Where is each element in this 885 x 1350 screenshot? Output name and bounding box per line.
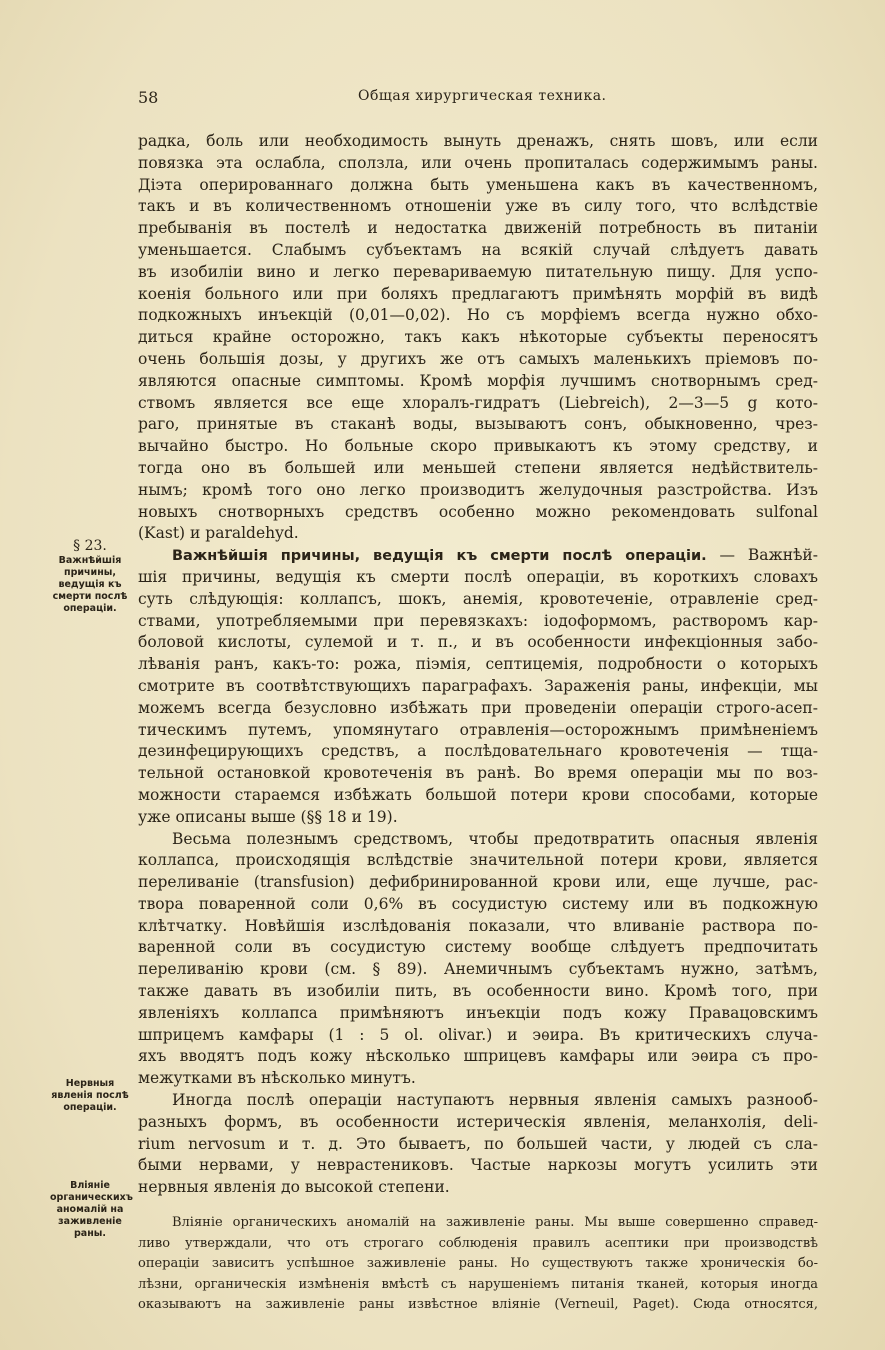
running-title: Общая хирургическая техника. xyxy=(358,88,607,104)
text-line: радка, боль или необходимость вынуть дренажъ, снять шовъ, или если xyxy=(138,132,818,150)
running-head xyxy=(138,88,818,112)
text-line: уже описаны выше (§§ 18 и 19). xyxy=(138,807,398,826)
text-line: Вліяніе органическихъ аномалій на заживленіе раны. Мы выше совершенно справед- xyxy=(172,1215,818,1231)
text-line: тогда оно въ большей или меньшей степени является недѣйствитель- xyxy=(138,458,818,477)
section-number: § 23. xyxy=(73,538,107,554)
text-line: операціи зависитъ успѣшное заживленіе раны. Но существуютъ также хроническія бо- xyxy=(138,1256,818,1272)
text-line: rium nervosum и т. д. Это бываетъ, по большей части, у людей съ сла- xyxy=(138,1134,818,1153)
text-line: пребыванія въ постелѣ и недостатка движеній потребность въ питаніи xyxy=(138,219,818,238)
text-line: лѣзни, органическія измѣненія вмѣстѣ съ нарушеніемъ питанія тканей, которыя иногда xyxy=(138,1276,818,1292)
paragraph-5-small-print xyxy=(138,1213,818,1316)
text-line: являются опасные симптомы. Кромѣ морфія лучшимъ снотворнымъ сред- xyxy=(138,371,818,390)
text-line: шія причины, ведущія къ смерти послѣ операціи, въ короткихъ словахъ xyxy=(138,567,818,586)
text-line: суть слѣдующія: коллапсъ, шокъ, анемія, кровотеченіе, отравленіе сред- xyxy=(138,589,818,608)
text-line: варенной соли въ сосудистую систему вообще слѣдуетъ предпочитать xyxy=(138,938,818,957)
text-line: диться крайне осторожно, такъ какъ нѣкоторые субъекты переносятъ xyxy=(138,328,818,347)
text-line: Весьма полезнымъ средствомъ, чтобы предотвратить опасныя явленія xyxy=(172,829,818,848)
section-heading: Важнѣйшія причины, ведущія къ смерти послѣ операціи. xyxy=(172,548,707,565)
margin-note-text: Нервныя явленія послѣ операціи. xyxy=(51,1078,129,1113)
paragraph-4 xyxy=(138,1090,818,1199)
margin-note-organic xyxy=(50,1180,133,1240)
paragraph-1 xyxy=(138,131,818,545)
section-heading-line xyxy=(138,545,818,567)
text-line: оказываютъ на заживленіе раны извѣстное вліяніе (Verneuil, Paget). Сюда относятся, xyxy=(138,1297,818,1313)
text-line: разныхъ формъ, въ особенности истерическія явленія, меланхолія, deli- xyxy=(138,1112,818,1131)
text-line: новыхъ снотворныхъ средствъ особенно можно рекомендовать sulfonal xyxy=(138,502,818,521)
text-line: вычайно быстро. Но больные скоро привыкаютъ къ этому средству, и xyxy=(138,437,818,456)
text-line: нымъ; кромѣ того оно легко производитъ желудочныя разстройства. Изъ xyxy=(138,480,818,499)
text-line: можности стараемся избѣжать большой потери крови способами, которые xyxy=(138,785,818,804)
text-line: повязка эта ослабла, сползла, или очень пропиталась содержимымъ раны. xyxy=(138,153,818,172)
text-line: такъ и въ количественномъ отношеніи уже въ силу того, что вслѣдствіе xyxy=(138,197,818,216)
text-line: Иногда послѣ операціи наступаютъ нервныя явленія самыхъ разнооб- xyxy=(172,1091,818,1110)
text-fragment: — Важнѣй- xyxy=(706,546,818,565)
text-line: ствомъ является все еще хлоралъ-гидратъ (Liebreich), 2—3—5 g кото- xyxy=(138,393,818,412)
text-line: межутками въ нѣсколько минутъ. xyxy=(138,1069,416,1088)
text-line: тическимъ путемъ, упомянутаго отравленія—осторожнымъ примѣненіемъ xyxy=(138,720,818,739)
text-line: смотрите въ соотвѣтствующихъ параграфахъ. Зараженія раны, инфекціи, мы xyxy=(138,676,818,695)
paragraph-2 xyxy=(138,545,818,828)
text-line: шприцемъ камфары (1 : 5 ol. olivar.) и эѳира. Въ критическихъ случа- xyxy=(138,1025,818,1044)
text-column xyxy=(138,131,818,1316)
text-line: раго, принятые въ стаканѣ воды, вызываютъ сонъ, обыкновенно, чрез- xyxy=(138,415,818,434)
text-line: клѣтчатку. Новѣйшія изслѣдованія показали, что вливаніе раствора по- xyxy=(138,916,818,935)
text-line: переливанію крови (см. § 89). Анемичнымъ субъектамъ нужно, затѣмъ, xyxy=(138,960,818,979)
text-line: также давать въ изобиліи пить, въ особенности вино. Кромѣ того, при xyxy=(138,982,818,1001)
text-line: ливо утверждали, что отъ строгаго соблюденія правилъ асептики при производствѣ xyxy=(138,1235,818,1251)
text-line: въ изобиліи вино и легко перевариваемую питательную пищу. Для успо- xyxy=(138,262,818,281)
text-line: подкожныхъ инъекцій (0,01—0,02). Но съ морфіемъ всегда нужно обхо- xyxy=(138,306,818,325)
text-line: Діэта оперированнаго должна быть уменьшена какъ въ качественномъ, xyxy=(138,175,818,194)
margin-note-text: Вліяніе органическихъ аномалій на заживленіе раны. xyxy=(50,1180,133,1239)
text-line: коенія больного или при боляхъ предлагаютъ примѣнять морфій въ видѣ xyxy=(138,284,818,303)
text-line: ствами, употребляемыми при перевязкахъ: іодоформомъ, растворомъ кар- xyxy=(138,611,818,630)
text-line: коллапса, происходящія вслѣдствіе значительной потери крови, является xyxy=(138,851,818,870)
text-line: яхъ вводятъ подъ кожу нѣсколько шприцевъ камфары или эѳира съ про- xyxy=(138,1047,818,1066)
margin-note-nervous xyxy=(50,1078,130,1114)
margin-note-section-23 xyxy=(50,540,130,615)
text-line: (Kast) и paraldehyd. xyxy=(138,524,299,543)
page-number: 58 xyxy=(138,88,159,107)
text-line: боловой кислоты, сулемой и т. п., и въ особенности инфекціонныя забо- xyxy=(138,633,818,652)
text-line: переливаніе (transfusion) дефибринированной крови или, еще лучше, рас- xyxy=(138,873,818,892)
text-line: очень большія дозы, у другихъ же отъ самыхъ маленькихъ пріемовъ по- xyxy=(138,349,818,368)
text-line: уменьшается. Слабымъ субъектамъ на всякій случай слѣдуетъ давать xyxy=(138,240,818,259)
text-line: тельной остановкой кровотеченія въ ранѣ. Во время операціи мы по воз- xyxy=(138,764,818,783)
text-line: быми нервами, у неврастениковъ. Частые наркозы могутъ усилить эти xyxy=(138,1156,818,1175)
text-line: нервныя явленія до высокой степени. xyxy=(138,1178,450,1197)
text-line: твора поваренной соли 0,6% въ сосудистую систему или въ подкожную xyxy=(138,894,818,913)
paragraph-3 xyxy=(138,829,818,1091)
text-line: лѣванія ранъ, какъ-то: рожа, піэмія, септицемія, подробности о которыхъ xyxy=(138,655,818,674)
text-line: дезинфецирующихъ средствъ, а послѣдовательнаго кровотеченія — тща- xyxy=(138,742,818,761)
text-line: явленіяхъ коллапса примѣняютъ инъекціи подъ кожу Правацовскимъ xyxy=(138,1003,818,1022)
margin-note-text: Важнѣйшія причины, ведущія къ смерти послѣ операціи. xyxy=(52,555,128,614)
text-line: можемъ всегда безусловно избѣжать при проведеніи операціи строго-асеп- xyxy=(138,698,818,717)
